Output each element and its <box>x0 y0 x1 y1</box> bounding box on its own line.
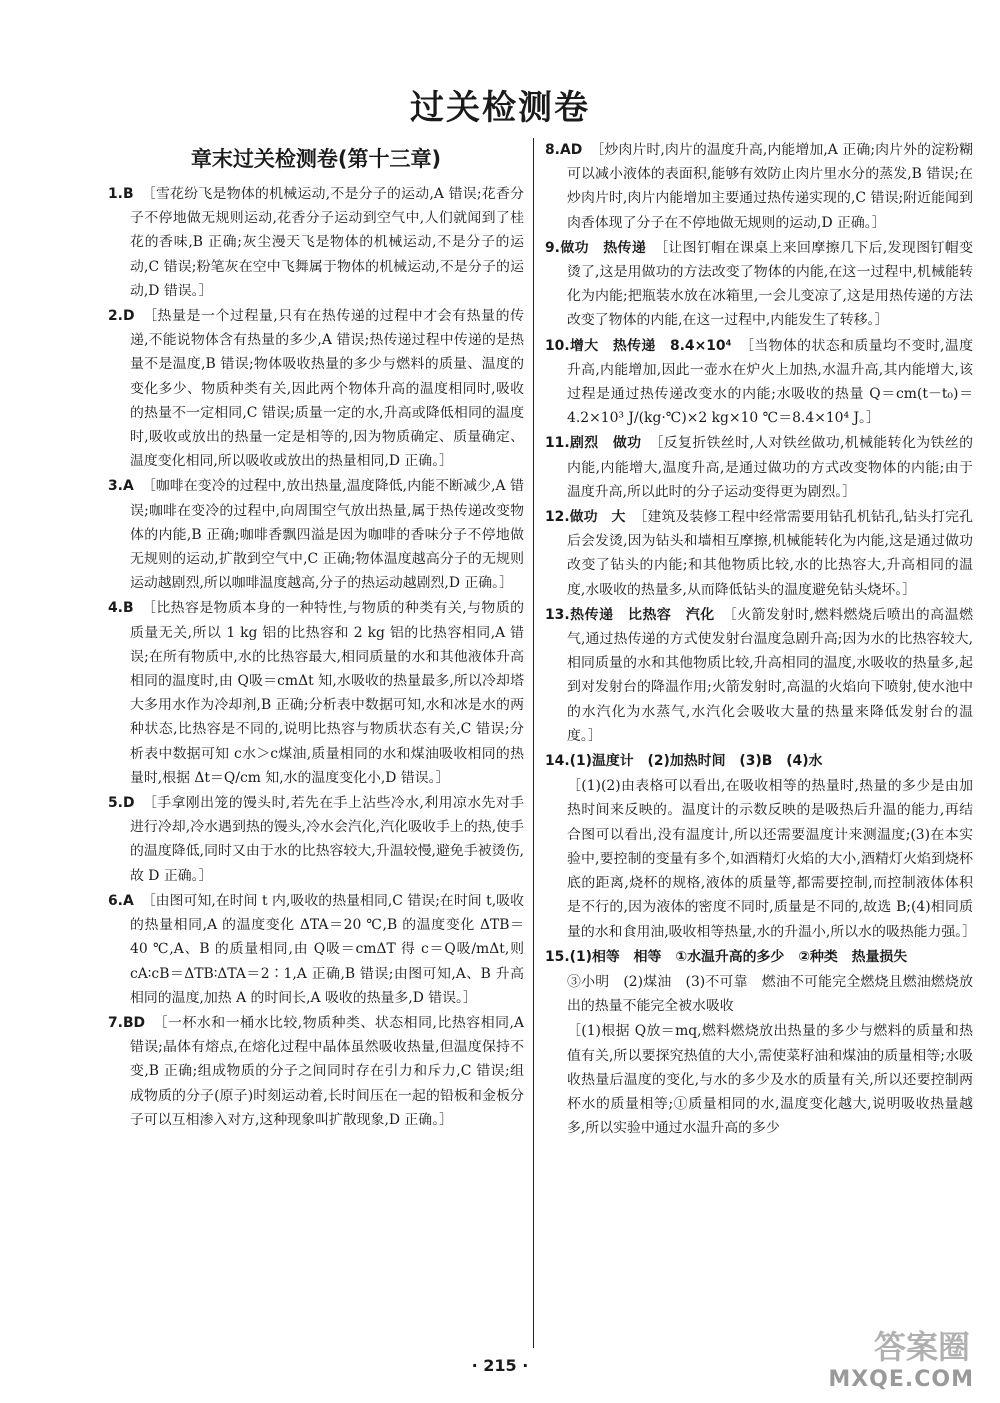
answer-item <box>545 970 973 1018</box>
answer-item <box>108 791 524 888</box>
right-column <box>545 138 977 1141</box>
answer-item <box>545 603 973 748</box>
answer-item <box>545 431 973 504</box>
answer-item <box>545 749 973 773</box>
answer-key: B <box>122 600 134 617</box>
question-number: 12. <box>545 509 570 526</box>
page-number: · 215 · <box>471 1356 529 1375</box>
answer-key: (1)温度计 (2)加热时间 (3)B (4)水 <box>569 753 823 770</box>
answer-key: (1)相等 相等 ①水温升高的多少 ②种类 热量损失 <box>569 948 908 965</box>
answer-key: A <box>122 478 134 495</box>
answer-key: A <box>122 892 134 909</box>
question-number: 15. <box>545 948 570 965</box>
question-number: 4. <box>108 600 123 617</box>
right-answer-list <box>545 138 977 1140</box>
question-number: 13. <box>545 606 570 623</box>
answer-item <box>108 596 524 790</box>
question-number: 7. <box>108 1014 123 1031</box>
question-number: 6. <box>108 892 123 909</box>
answer-item <box>108 889 524 1010</box>
explanation-text: ［比热容是物质本身的一种特性,与物质的种类有关,与物质的质量无关,所以 1 kg 铝的比热容和 2 kg 铝的比热容相同,A 错误;在所有物质中,水的比热容最大,相同质量的水和其他液体升高相同的温度时,由 Q吸＝cmΔt 知,水吸收的热量最多,所以冷却塔大多用水作为冷却剂,B 正确;分析表中数据可知,水和冰是水的两种状态,比热容是不同的,说明比热容与物质状态有关,C 错误;分析表中数据可知 c水＞c煤油,质量相同的水和煤油吸收相同的热量时,根据 Δt＝Q/cm 知,水的温度变化小,D 错误。］ <box>130 600 524 786</box>
answer-key: B <box>122 186 134 202</box>
question-number: 11. <box>545 435 570 452</box>
answer-key: 做功 大 <box>569 509 626 526</box>
answer-item <box>108 1011 524 1132</box>
answer-key: 热传递 比热容 汽化 <box>569 606 715 623</box>
explanation-text: ［反复折铁丝时,人对铁丝做功,机械能转化为铁丝的内能,内能增大,温度升高,是通过做功的方式改变物体的内能;由于温度升高,所以此时的分子运动变得更为剧烈。］ <box>567 435 973 500</box>
answer-key: 做功 热传递 <box>559 239 647 256</box>
question-number: 10. <box>545 337 570 354</box>
question-number: 3. <box>108 478 123 495</box>
answer-key: D <box>122 308 135 325</box>
watermark-url: MXQE.COM <box>828 1367 974 1392</box>
question-number: 5. <box>108 795 123 812</box>
answer-item <box>108 474 524 595</box>
answer-item <box>545 138 973 235</box>
explanation-text: ［当物体的状态和质量均不变时,温度升高,内能增加,因此一壶水在炉火上加热,水温升高,其内能增大,该过程是通过热传递改变水的内能;水吸收的热量 Q＝cm(t－t₀)＝4.2×10³ J/(kg·℃)×2 kg×10 ℃＝8.4×10⁴ J。］ <box>567 337 973 427</box>
left-answer-list <box>108 182 524 1132</box>
question-number: 8. <box>545 142 560 158</box>
explanation-text: ［(1)根据 Q放＝mq,燃料燃烧放出热量的多少与燃料的质量和热值有关,所以要探究热值的大小,需使菜籽油和煤油的质量相等;水吸收热量后温度的变化,与水的多少及水的质量有关,所以还要控制两杯水的质量相等;①质量相同的水,温度变化越大,说明吸收热量越多,所以实验中通过水温升高的多少 <box>567 1023 973 1137</box>
answer-item <box>108 304 524 473</box>
explanation-text: ［火箭发射时,燃料燃烧后喷出的高温燃气,通过热传递的方式使发射台温度急剧升高;因为水的比热容较大,相同质量的水和其他物质比较,升高相同的温度,水吸收的热量多,起到对发射台的降温作用;火箭发射时,高温的火焰向下喷射,使水池中的水汽化为水蒸气,水汽化会吸收大量的热量来降低发射台的温度。］ <box>567 606 973 744</box>
answer-key: 增大 热传递 8.4×10⁴ <box>569 337 732 354</box>
explanation-text: ［咖啡在变冷的过程中,放出热量,温度降低,内能不断减少,A 错误;咖啡在变冷的过程中,向周围空气放出热量,属于热传递改变物体的内能,B 正确;咖啡香飘四溢是因为咖啡的香味分子不停地做无规则的运动,扩散到空气中,C 正确;物体温度越高分子的无规则运动越剧烈,所以咖啡温度越高,分子的热运动越剧烈,D 正确。］ <box>130 478 524 592</box>
answer-key: BD <box>122 1014 146 1031</box>
left-column <box>108 138 524 1133</box>
explanation-text: ［由图可知,在时间 t 内,吸收的热量相同,C 错误;在时间 t,吸收的热量相同,A 的温度变化 ΔTA＝20 ℃,B 的温度变化 ΔTB＝40 ℃,A、B 的质量相同,由 Q吸＝cmΔT 得 c＝Q吸/mΔt,则 cA∶cB＝ΔTB∶ΔTA＝2∶1,A 正确,B 错误;由图可知,A、B 升高相同的温度,加热 A 的时间长,A 吸收的热量多,D 错误。］ <box>130 892 524 1006</box>
answer-key: AD <box>559 142 583 158</box>
column-divider <box>533 138 534 1348</box>
answer-item <box>545 505 973 602</box>
watermark <box>780 1318 990 1398</box>
explanation-text: ［手拿刚出笼的馒头时,若先在手上沾些冷水,利用凉水先对手进行冷却,冷水遇到热的馒头,冷水会汽化,汽化吸收手上的热,使手的温度降低,同时又由于水的比热容较大,升温较慢,避免手被烫伤,故 D 正确。］ <box>130 795 524 884</box>
watermark-logo: 答案圈 <box>873 1328 970 1366</box>
page-title: 过关检测卷 <box>410 88 590 128</box>
explanation-text: ［雪花纷飞是物体的机械运动,不是分子的运动,A 错误;花香分子不停地做无规则运动,花香分子运动到空气中,人们就闻到了桂花的香味,B 正确;灰尘漫天飞是物体的机械运动,不是分子的运动,C 错误;粉笔灰在空中飞舞属于物体的机械运动,不是分子的运动,D 错误。］ <box>130 186 524 299</box>
answer-key: 剧烈 做功 <box>569 435 642 452</box>
section-title: 章末过关检测卷(第十三章) <box>190 147 442 171</box>
question-number: 9. <box>545 239 560 256</box>
explanation-text: ［让图钉帽在课桌上来回摩擦几下后,发现图钉帽变烫了,这是用做功的方法改变了物体的内能,在这一过程中,机械能转化为内能;把瓶装水放在冰箱里,一会儿变凉了,这是用热传递的方法改变了物体的内能,在这一过程中,内能发生了转移。］ <box>567 239 973 329</box>
answer-item <box>545 334 973 431</box>
answer-item <box>545 236 973 333</box>
question-number: 1. <box>108 186 123 202</box>
answer-item <box>545 1019 973 1140</box>
explanation-text: ［建筑及装修工程中经常需要用钻孔机钻孔,钻头打完孔后会发烫,因为钻头和墙相互摩擦,机械能转化为内能,这是通过做功改变了钻头的内能;和其他物质比较,水的比热容大,升高相同的温度,水吸收的热量多,从而降低钻头的温度避免钻头烧坏。］ <box>567 509 973 598</box>
question-number: 14. <box>545 753 570 770</box>
question-number: 2. <box>108 308 123 325</box>
answer-item <box>545 774 977 943</box>
answer-item <box>545 945 973 969</box>
explanation-text: ③小明 (2)煤油 (3)不可靠 燃油不可能完全燃烧且燃油燃烧放出的热量不能完全被水吸收 <box>567 973 973 1015</box>
explanation-text: ［炒肉片时,肉片的温度升高,内能增加,A 正确;肉片外的淀粉糊可以减小液体的表面积,能够有效防止肉片里水分的蒸发,B 错误;在炒肉片时,肉片内能增加主要通过热传递实现的,C 错误;附近能闻到肉香体现了分子在不停地做无规则的运动,D 正确。］ <box>567 142 973 231</box>
explanation-text: ［热量是一个过程量,只有在热传递的过程中才会有热量的传递,不能说物体含有热量的多少,A 错误;热传递过程中传递的是热量不是温度,B 错误;物体吸收热量的多少与燃料的质量、温度的变化多少、物质种类有关,因此两个物体升高的温度相同时,吸收的热量不一定相同,C 错误;质量一定的水,升高或降低相同的温度时,吸收或放出的热量一定是相等的,因为物质确定、质量确定、温度变化相同,所以吸收或放出的热量相同,D 正确。］ <box>130 308 524 470</box>
explanation-text: ［(1)(2)由表格可以看出,在吸收相等的热量时,热量的多少是由加热时间来反映的。温度计的示数反映的是吸热后升温的能力,再结合图可以看出,没有温度计,所以还需要温度计来测温度;(3)在本实验中,要控制的变量有多个,如酒精灯火焰的大小,酒精灯火焰到烧杯底的距离,烧杯的规格,液体的质量等,都需要控制,而控制液体体积是不行的,因为液体的密度不同时,质量是不同的,故选 B;(4)相同质量的水和食用油,吸收相等热量,水的升温小,所以水的吸热能力强。］ <box>567 778 977 940</box>
answer-item <box>108 182 524 303</box>
explanation-text: ［一杯水和一桶水比较,物质种类、状态相同,比热容相同,A 错误;晶体有熔点,在熔化过程中晶体虽然吸收热量,但温度保持不变,B 正确;组成物质的分子之间同时存在引力和斥力,C 错误;组成物质的分子(原子)时刻运动着,长时间压在一起的铅板和金板分子可以互相渗入对方,这种现象叫扩散现象,D 正确。］ <box>130 1014 524 1128</box>
answer-key: D <box>122 795 135 812</box>
